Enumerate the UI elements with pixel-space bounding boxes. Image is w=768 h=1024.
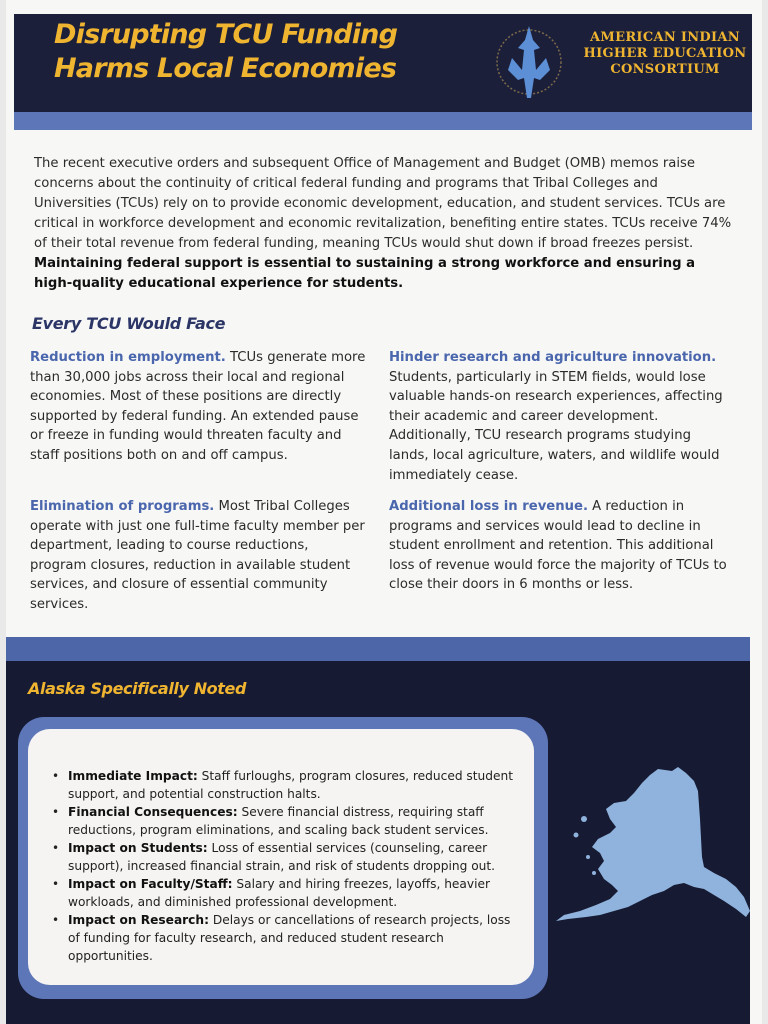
impact-text: TCUs generate more than 30,000 jobs across their local and regional economies. Most of these positions are directly supported by federal funding. An extended pause or freeze in funding would threaten faculty and staff positions both on and off campus. <box>30 350 366 463</box>
alaska-title: Alaska Specifically Noted <box>28 679 247 698</box>
list-item: • Financial Consequences: Severe financial distress, requiring staff reductions, program eliminations, and scaling back student services. <box>52 805 489 837</box>
title-line-1: Disrupting TCU Funding <box>54 19 398 50</box>
org-line-2: HIGHER EDUCATION <box>583 46 747 61</box>
header-accent-band <box>14 112 752 130</box>
list-item: • Impact on Students: Loss of essential services (counseling, career support), increased financial strain, and risk of students dropping out. <box>52 841 496 873</box>
org-line-1: AMERICAN INDIAN <box>590 30 740 45</box>
bullet-label: Impact on Students: <box>68 841 208 855</box>
lower-accent-band <box>6 637 750 661</box>
flyer-title <box>54 18 397 86</box>
impact-text: Students, particularly in STEM fields, would lose valuable hands-on research experiences, affecting their academic and career development. Additionally, TCU research programs studying lands, local agriculture, waters, and wildlife would immediately cease. <box>389 369 723 483</box>
intro-paragraph <box>34 154 734 294</box>
impact-lead: Elimination of programs. <box>30 499 215 514</box>
alaska-section <box>6 661 750 1024</box>
header-banner <box>14 14 752 112</box>
consortium-logo-icon <box>494 18 564 106</box>
bullet-text: Delays or cancellations of research projects, loss of funding for faculty research, and reduced student research opportunities. <box>68 913 511 963</box>
alaska-map-icon <box>554 761 754 941</box>
alaska-card <box>28 729 534 985</box>
bullet-label: Financial Consequences: <box>68 805 238 819</box>
list-item: • Immediate Impact: Staff furloughs, program closures, reduced student support, and potential construction halts. <box>52 769 514 801</box>
intro-text: The recent executive orders and subsequent Office of Management and Budget (OMB) memos raise concerns about the continuity of critical federal funding and programs that Tribal Colleges and Universities (TCUs) rely on to provide economic development, education, and student services. TCUs are critical in workforce development and economic revitalization, benefiting entire states. TCUs receive 74% of their total revenue from federal funding, meaning TCUs would shut down if broad freezes persist. <box>34 156 732 251</box>
impact-programs <box>30 497 368 615</box>
impact-research <box>389 348 727 485</box>
impact-text: A reduction in programs and services would lead to decline in student enrollment and retention. This additional loss of revenue would force the majority of TCUs to close their doors in 6 months or less. <box>389 499 727 593</box>
bullet-text: Loss of essential services (counseling, career support), increased financial strain, and risk of students dropping out. <box>68 841 496 873</box>
impact-lead: Additional loss in revenue. <box>389 499 588 514</box>
section-title: Every TCU Would Face <box>32 314 226 333</box>
bullet-text: Salary and hiring freezes, layoffs, heavier workloads, and diminished professional development. <box>68 877 490 909</box>
consortium-name <box>580 30 750 78</box>
title-line-2: Harms Local Economies <box>54 53 397 84</box>
alaska-card-frame <box>18 717 548 999</box>
impact-lead: Reduction in employment. <box>30 350 226 365</box>
bullet-text: Severe financial distress, requiring staff reductions, program eliminations, and scaling back student services. <box>68 805 489 837</box>
bullet-label: Immediate Impact: <box>68 769 198 783</box>
alaska-bullet-list <box>50 767 520 965</box>
bullet-text: Staff furloughs, program closures, reduced student support, and potential construction halts. <box>68 769 514 801</box>
bullet-label: Impact on Faculty/Staff: <box>68 877 233 891</box>
impact-revenue <box>389 497 727 595</box>
intro-bold-text: Maintaining federal support is essential to sustaining a strong workforce and ensuring a high-quality educational experience for students. <box>34 256 696 291</box>
list-item: • Impact on Faculty/Staff: Salary and hiring freezes, layoffs, heavier workloads, and diminished professional development. <box>52 877 490 909</box>
impact-text: Most Tribal Colleges operate with just one full-time faculty member per department, leading to course reductions, program closures, reduction in available student services, and closure of essential community services. <box>30 499 365 612</box>
impact-lead: Hinder research and agriculture innovation. <box>389 350 717 365</box>
list-item: • Impact on Research: Delays or cancellations of research projects, loss of funding for faculty research, and reduced student research opportunities. <box>52 913 511 963</box>
org-line-3: CONSORTIUM <box>610 62 720 77</box>
bullet-label: Impact on Research: <box>68 913 209 927</box>
impact-employment <box>30 348 368 466</box>
